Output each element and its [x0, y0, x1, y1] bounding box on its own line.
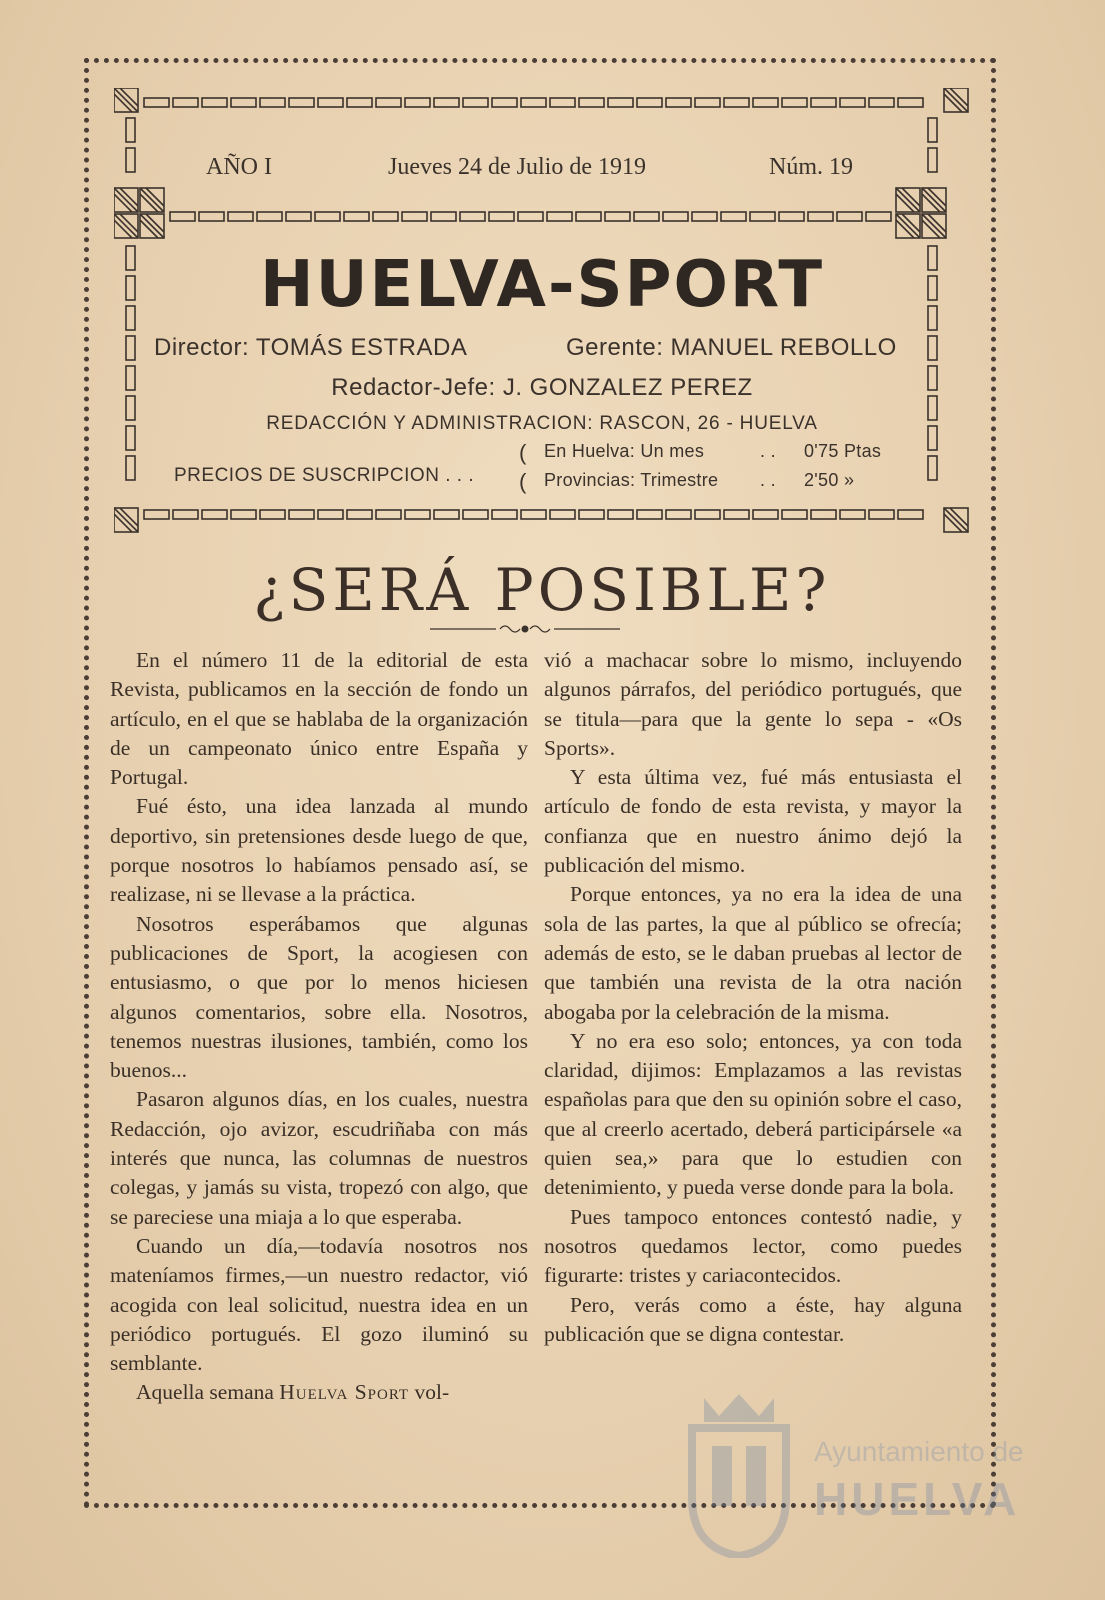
- subscription-region-huelva: En Huelva: Un mes: [544, 441, 705, 461]
- article-column-left: [110, 646, 528, 1408]
- article-paragraph: Y no era eso solo; entonces, ya con toda claridad, dijimos: Emplazamos a las revistas españolas para que den su opinión sobre el caso, que al creerlo acertado, deberá participársele «a quien sea,» para que lo estudien con detenimiento, y pueda verse donde para la bola.: [544, 1028, 962, 1200]
- subscription-region-provincias: Provincias: Trimestre: [544, 470, 719, 490]
- article-paragraph: Porque entonces, ya no era la idea de una sola de las partes, la que al público se ofrecía; además de esto, se le daban pruebas al lector de que también una revista de la otra nación abogaba por la celebración de la misma.: [544, 882, 962, 1024]
- paragraph-text: vol-: [414, 1380, 450, 1405]
- subscription-label: PRECIOS DE SUSCRIPCION . . .: [174, 465, 475, 486]
- redaccion-address: REDACCIÓN Y ADMINISTRACION: RASCON, 26 - HUELVA: [266, 413, 818, 434]
- publication-name-smallcaps: Huelva Sport: [279, 1380, 410, 1405]
- article-paragraph: Pasaron algunos días, en los cuales, nuestra Redacción, ojo avizor, escudriñaba con más interés que nunca, las columnas de nuestros colegas, y jamás su vista, tropezó con algo, que se pareciese una miaja a lo que esperaba.: [110, 1087, 528, 1229]
- masthead: [114, 88, 970, 544]
- subscription-bracket-bottom: (: [519, 469, 527, 494]
- subscription-bracket-top: (: [519, 440, 527, 465]
- subscription-price-provincias: 2'50 »: [804, 470, 855, 490]
- article-paragraph: Pues tampoco entonces contestó nadie, y nosotros quedamos lector, como puedes figurarte: tristes y cariacontecidos.: [544, 1204, 962, 1288]
- issue-info-row: [114, 154, 970, 190]
- subscription-price-huelva: 0'75 Ptas: [804, 441, 882, 461]
- article-paragraph: Y esta última vez, fué más entusiasta el artículo de fondo de esta revista, y mayor la confianza que en nuestro ánimo dejó la publicación del mismo.: [544, 765, 962, 878]
- issue-date: Jueves 24 de Julio de 1919: [388, 154, 646, 180]
- article-paragraph: En el número 11 de la editorial de esta Revista, publicamos en la sección de fondo un artículo, en el que se hablaba de la organización de un campeonato único entre España y Portugal.: [110, 648, 528, 790]
- headline-ornament-rule: [430, 622, 620, 636]
- article-paragraph: Cuando un día,—todavía nosotros nos mateníamos firmes,—un nuestro redactor, vió acogida con leal solicitud, nuestra idea en un periódico portugués. El gozo iluminó su semblante.: [110, 1233, 528, 1376]
- paragraph-text: Aquella semana: [136, 1380, 274, 1405]
- article-paragraph-continued: vió a machacar sobre lo mismo, incluyendo algunos párrafos, del periódico portugués, que se titula—para que la gente lo sepa - «Os Sports».: [544, 648, 962, 760]
- article-paragraph: Fué ésto, una idea lanzada al mundo deportivo, sin pretensiones desde luego de que, porque nosotros lo habíamos pensado así, se realizase, ni se llevase a la práctica.: [110, 794, 528, 907]
- archive-watermark: [684, 1388, 1024, 1568]
- gerente-credit: Gerente: MANUEL REBOLLO: [566, 334, 897, 361]
- subscription-dots-huelva: . .: [760, 441, 776, 461]
- article-paragraph: [110, 1378, 528, 1407]
- issue-number: Núm. 19: [769, 154, 853, 180]
- publication-title: HUELVA-SPORT: [260, 248, 824, 322]
- article-paragraph: Nosotros esperábamos que algunas publicaciones de Sport, la acogiesen con entusiasmo, o que por lo menos hiciesen algunos comentarios, sobre ella. Nosotros, tenemos nuestras ilusiones, también, como los buenos...: [110, 911, 528, 1083]
- article-column-right: [544, 646, 962, 1349]
- watermark-line1: Ayuntamiento de: [814, 1436, 1024, 1467]
- article-paragraph: Pero, verás como a éste, hay alguna publicación que se digna contestar.: [544, 1292, 962, 1346]
- subscription-dots-provincias: . .: [760, 470, 776, 490]
- article-headline: ¿SERÁ POSIBLE?: [253, 556, 831, 624]
- director-credit: Director: TOMÁS ESTRADA: [154, 334, 468, 361]
- watermark-line2: HUELVA: [814, 1473, 1021, 1525]
- coat-of-arms-icon: [684, 1388, 794, 1558]
- redactor-jefe-credit: Redactor-Jefe: J. GONZALEZ PEREZ: [331, 374, 753, 401]
- issue-year: AÑO I: [206, 154, 272, 180]
